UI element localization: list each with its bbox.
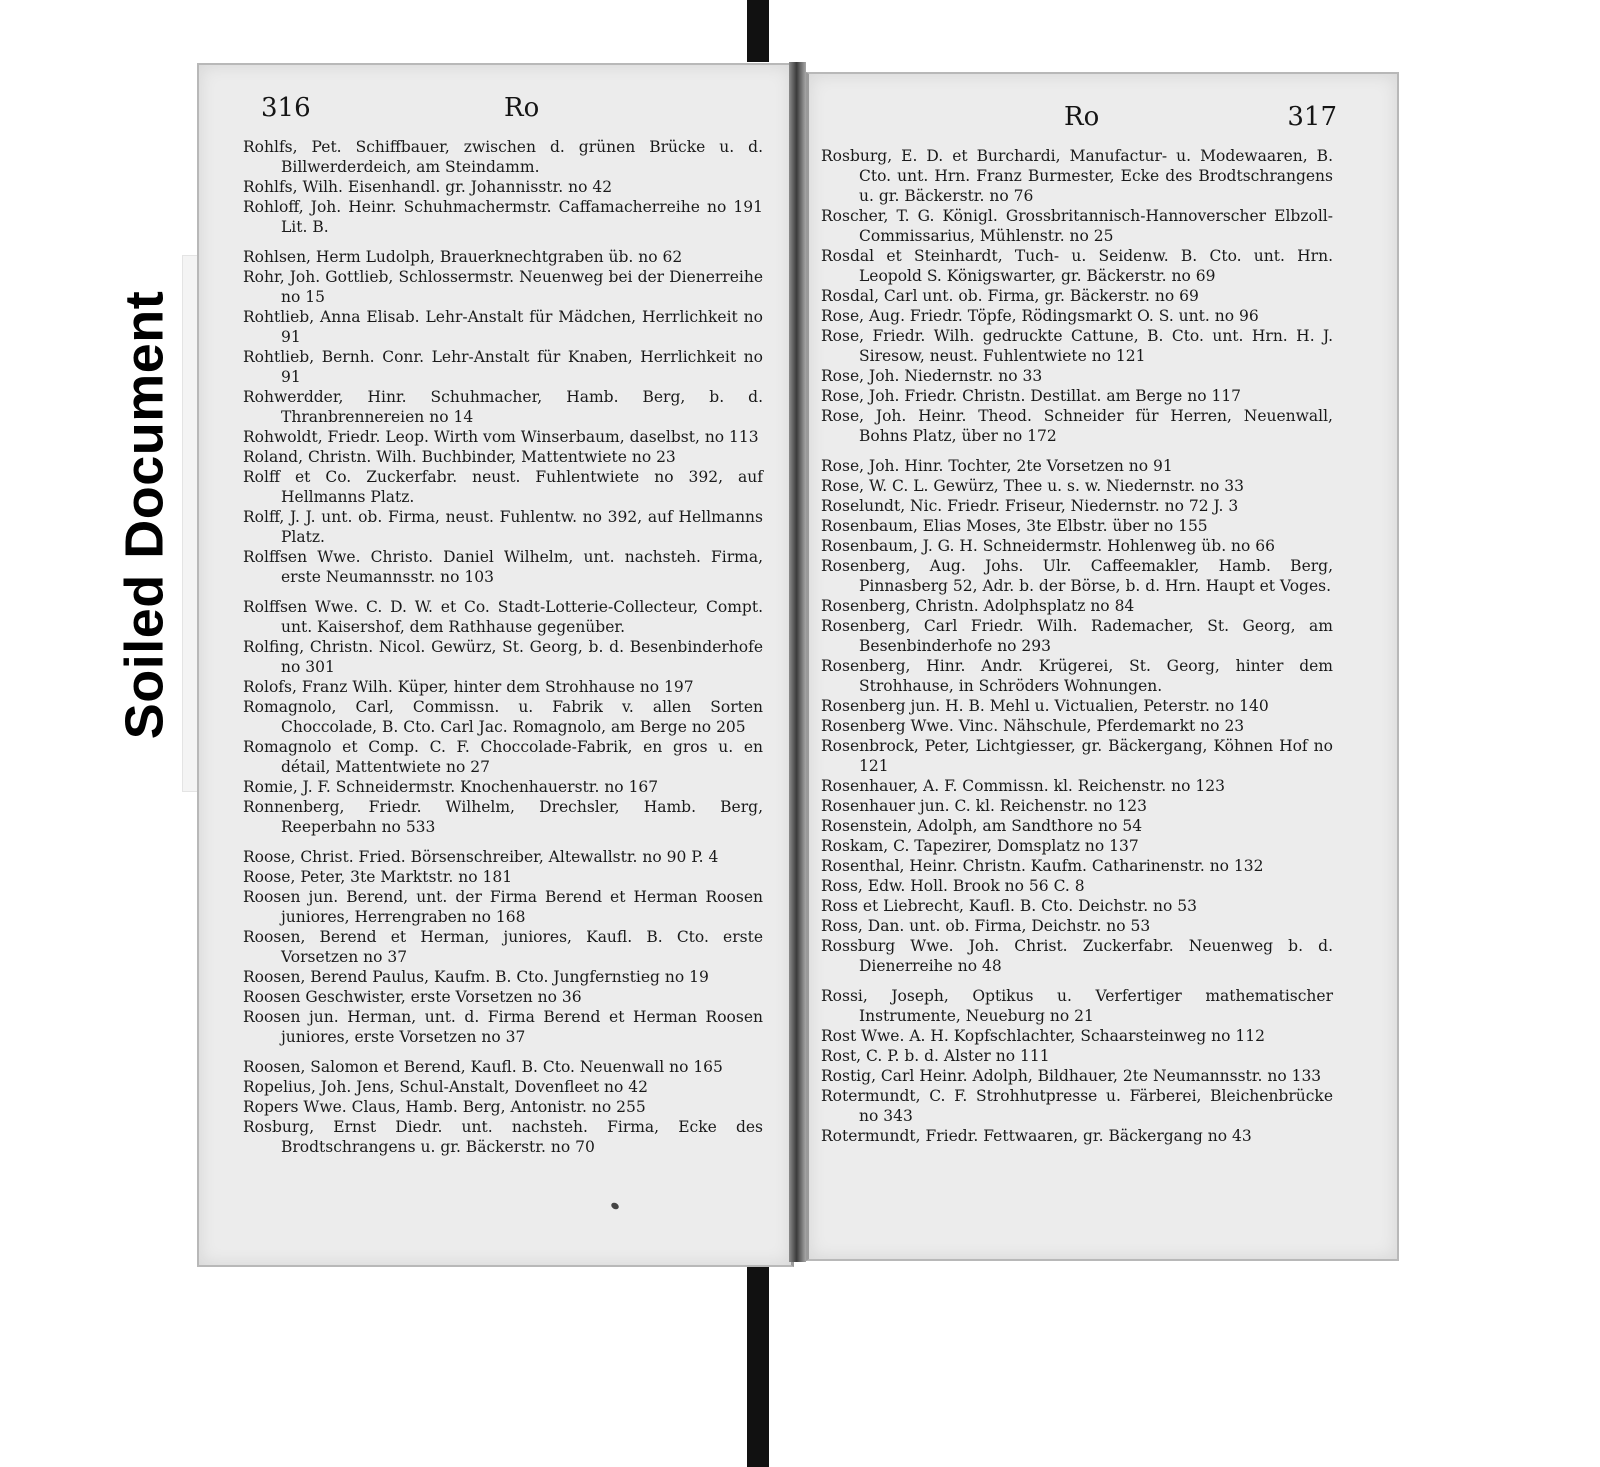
- directory-entry: Rolofs, Franz Wilh. Küper, hinter dem Strohhause no 197: [243, 678, 694, 696]
- directory-entry: Romie, J. F. Schneidermstr. Knochenhauerstr. no 167: [243, 778, 659, 796]
- directory-entry: Roskam, C. Tapezirer, Domsplatz no 137: [821, 837, 1139, 855]
- directory-entry: Rose, Joh. Hinr. Tochter, 2te Vorsetzen no 91: [821, 457, 1173, 475]
- directory-entry: Rolfing, Christn. Nicol. Gewürz, St. Georg, b. d. Besenbinderhofe no 301: [243, 638, 763, 676]
- directory-entry: Roosen, Berend et Herman, juniores, Kaufl. B. Cto. erste Vorsetzen no 37: [243, 928, 763, 966]
- soiled-document-stamp: [112, 255, 176, 775]
- directory-entry: Rosenberg, Aug. Johs. Ulr. Caffeemakler, Hamb. Berg, Pinnasberg 52, Adr. b. der Börse, b. d. Hrn. Haupt et Voges.: [821, 557, 1333, 595]
- directory-entry: Romagnolo, Carl, Commissn. u. Fabrik v. allen Sorten Choccolade, B. Cto. Carl Jac. Romagnolo, am Berge no 205: [243, 698, 763, 736]
- right-entry-list: [821, 146, 1333, 1146]
- directory-entry: Rolffsen Wwe. C. D. W. et Co. Stadt-Lotterie-Collecteur, Compt. unt. Kaisershof, dem Rathhause gegenüber.: [243, 598, 763, 636]
- directory-entry: Rohr, Joh. Gottlieb, Schlossermstr. Neuenweg bei der Dienerreihe no 15: [243, 268, 763, 306]
- directory-entry: Rose, Aug. Friedr. Töpfe, Rödingsmarkt O. S. unt. no 96: [821, 307, 1259, 325]
- directory-entry: Rohlsen, Herm Ludolph, Brauerknechtgraben üb. no 62: [243, 248, 683, 266]
- directory-entry: Rohlfs, Pet. Schiffbauer, zwischen d. grünen Brücke u. d. Billwerderdeich, am Steindamm.: [243, 138, 763, 176]
- directory-entry: Rosenberg Wwe. Vinc. Nähschule, Pferdemarkt no 23: [821, 717, 1245, 735]
- directory-entry: Rostig, Carl Heinr. Adolph, Bildhauer, 2te Neumannsstr. no 133: [821, 1067, 1322, 1085]
- directory-entry: Rosenberg, Carl Friedr. Wilh. Rademacher, St. Georg, am Besenbinderhofe no 293: [821, 617, 1333, 655]
- directory-entry: Rosenberg, Christn. Adolphsplatz no 84: [821, 597, 1135, 615]
- directory-entry: Rost, C. P. b. d. Alster no 111: [821, 1047, 1050, 1065]
- directory-entry: Rosburg, Ernst Diedr. unt. nachsteh. Firma, Ecke des Brodtschrangens u. gr. Bäckerstr. no 70: [243, 1118, 763, 1156]
- directory-entry: Rosenberg, Hinr. Andr. Krügerei, St. Georg, hinter dem Strohhause, in Schröders Wohnungen.: [821, 657, 1333, 695]
- directory-entry: Romagnolo et Comp. C. F. Choccolade-Fabrik, en gros u. en détail, Mattentwiete no 27: [243, 738, 763, 776]
- directory-entry: Rose, Joh. Friedr. Christn. Destillat. am Berge no 117: [821, 387, 1242, 405]
- directory-entry: Rosdal et Steinhardt, Tuch- u. Seidenw. B. Cto. unt. Hrn. Leopold S. Königswarter, gr. Bäckerstr. no 69: [821, 247, 1333, 285]
- directory-entry: Roland, Christn. Wilh. Buchbinder, Mattentwiete no 23: [243, 448, 676, 466]
- directory-entry: Rossi, Joseph, Optikus u. Verfertiger mathematischer Instrumente, Neueburg no 21: [821, 987, 1333, 1025]
- directory-entry: Roosen jun. Berend, unt. der Firma Berend et Herman Roosen juniores, Herrengraben no 168: [243, 888, 763, 926]
- directory-entry: Rolff et Co. Zuckerfabr. neust. Fuhlentwiete no 392, auf Hellmanns Platz.: [243, 468, 763, 506]
- directory-entry: Rohloff, Joh. Heinr. Schuhmachermstr. Caffamacherreihe no 191 Lit. B.: [243, 198, 763, 236]
- ink-smudge: [610, 1201, 620, 1210]
- directory-entry: Roosen Geschwister, erste Vorsetzen no 36: [243, 988, 582, 1006]
- directory-entry: Roselundt, Nic. Friedr. Friseur, Niedernstr. no 72 J. 3: [821, 497, 1239, 515]
- directory-entry: Rohwoldt, Friedr. Leop. Wirth vom Winserbaum, daselbst, no 113: [243, 428, 759, 446]
- binding-strip-bottom: [747, 1255, 769, 1467]
- directory-entry: Rosenbaum, J. G. H. Schneidermstr. Hohlenweg üb. no 66: [821, 537, 1276, 555]
- directory-entry: Rose, Joh. Heinr. Theod. Schneider für Herren, Neuenwall, Bohns Platz, über no 172: [821, 407, 1333, 445]
- directory-entry: Rosdal, Carl unt. ob. Firma, gr. Bäckerstr. no 69: [821, 287, 1199, 305]
- directory-entry: Roscher, T. G. Königl. Grossbritannisch-Hannoverscher Elbzoll-Commissarius, Mühlenstr. no 25: [821, 207, 1333, 245]
- right-page-header: Ro: [1064, 102, 1100, 132]
- directory-entry: Roose, Peter, 3te Marktstr. no 181: [243, 868, 513, 886]
- left-page-header: Ro: [504, 93, 540, 123]
- directory-entry: Rossburg Wwe. Joh. Christ. Zuckerfabr. Neuenweg b. d. Dienerreihe no 48: [821, 937, 1333, 975]
- binding-strip-top: [747, 0, 769, 62]
- directory-entry: Rolffsen Wwe. Christo. Daniel Wilhelm, unt. nachsteh. Firma, erste Neumannsstr. no 103: [243, 548, 763, 586]
- book-gutter: [789, 62, 806, 1262]
- right-page-number: 317: [1287, 102, 1337, 132]
- left-entry-list: [243, 137, 763, 1157]
- directory-entry: Rohtlieb, Anna Elisab. Lehr-Anstalt für Mädchen, Herrlichkeit no 91: [243, 308, 763, 346]
- directory-entry: Rosburg, E. D. et Burchardi, Manufactur- u. Modewaaren, B. Cto. unt. Hrn. Franz Burmester, Ecke des Brodtschrangens u. gr. Bäckerstr. no 76: [821, 147, 1333, 205]
- left-page-number: 316: [261, 93, 311, 123]
- directory-entry: Rolff, J. J. unt. ob. Firma, neust. Fuhlentw. no 392, auf Hellmanns Platz.: [243, 508, 763, 546]
- right-page: [806, 72, 1399, 1261]
- left-page: [197, 63, 794, 1267]
- directory-entry: Ross, Edw. Holl. Brook no 56 C. 8: [821, 877, 1085, 895]
- directory-entry: Rohtlieb, Bernh. Conr. Lehr-Anstalt für Knaben, Herrlichkeit no 91: [243, 348, 763, 386]
- directory-entry: Rost Wwe. A. H. Kopfschlachter, Schaarsteinweg no 112: [821, 1027, 1265, 1045]
- directory-entry: Rosenstein, Adolph, am Sandthore no 54: [821, 817, 1143, 835]
- directory-entry: Roosen, Berend Paulus, Kaufm. B. Cto. Jungfernstieg no 19: [243, 968, 709, 986]
- directory-entry: Rosenthal, Heinr. Christn. Kaufm. Catharinenstr. no 132: [821, 857, 1264, 875]
- directory-entry: Ross, Dan. unt. ob. Firma, Deichstr. no 53: [821, 917, 1151, 935]
- directory-entry: Roosen jun. Herman, unt. d. Firma Berend et Herman Roosen juniores, erste Vorsetzen no 37: [243, 1008, 763, 1046]
- directory-entry: Rosenbrock, Peter, Lichtgiesser, gr. Bäckergang, Köhnen Hof no 121: [821, 737, 1333, 775]
- directory-entry: Ross et Liebrecht, Kaufl. B. Cto. Deichstr. no 53: [821, 897, 1198, 915]
- directory-entry: Rosenberg jun. H. B. Mehl u. Victualien, Peterstr. no 140: [821, 697, 1269, 715]
- directory-entry: Roosen, Salomon et Berend, Kaufl. B. Cto. Neuenwall no 165: [243, 1058, 723, 1076]
- directory-entry: Rotermundt, Friedr. Fettwaaren, gr. Bäckergang no 43: [821, 1127, 1252, 1145]
- directory-entry: Ropelius, Joh. Jens, Schul-Anstalt, Dovenfleet no 42: [243, 1078, 648, 1096]
- directory-entry: Rosenbaum, Elias Moses, 3te Elbstr. über no 155: [821, 517, 1208, 535]
- stamp-label: Soiled Document: [114, 290, 175, 740]
- directory-entry: Rotermundt, C. F. Strohhutpresse u. Färberei, Bleichenbrücke no 343: [821, 1087, 1333, 1125]
- directory-entry: Rohlfs, Wilh. Eisenhandl. gr. Johannisstr. no 42: [243, 178, 613, 196]
- directory-entry: Roose, Christ. Fried. Börsenschreiber, Altewallstr. no 90 P. 4: [243, 848, 719, 866]
- directory-entry: Rosenhauer, A. F. Commissn. kl. Reichenstr. no 123: [821, 777, 1225, 795]
- directory-entry: Rose, W. C. L. Gewürz, Thee u. s. w. Niedernstr. no 33: [821, 477, 1245, 495]
- directory-entry: Rose, Friedr. Wilh. gedruckte Cattune, B. Cto. unt. Hrn. H. J. Siresow, neust. Fuhlentwiete no 121: [821, 327, 1333, 365]
- directory-entry: Rohwerdder, Hinr. Schuhmacher, Hamb. Berg, b. d. Thranbrennereien no 14: [243, 388, 763, 426]
- directory-entry: Ropers Wwe. Claus, Hamb. Berg, Antonistr. no 255: [243, 1098, 646, 1116]
- directory-entry: Ronnenberg, Friedr. Wilhelm, Drechsler, Hamb. Berg, Reeperbahn no 533: [243, 798, 763, 836]
- directory-entry: Rose, Joh. Niedernstr. no 33: [821, 367, 1043, 385]
- directory-entry: Rosenhauer jun. C. kl. Reichenstr. no 123: [821, 797, 1148, 815]
